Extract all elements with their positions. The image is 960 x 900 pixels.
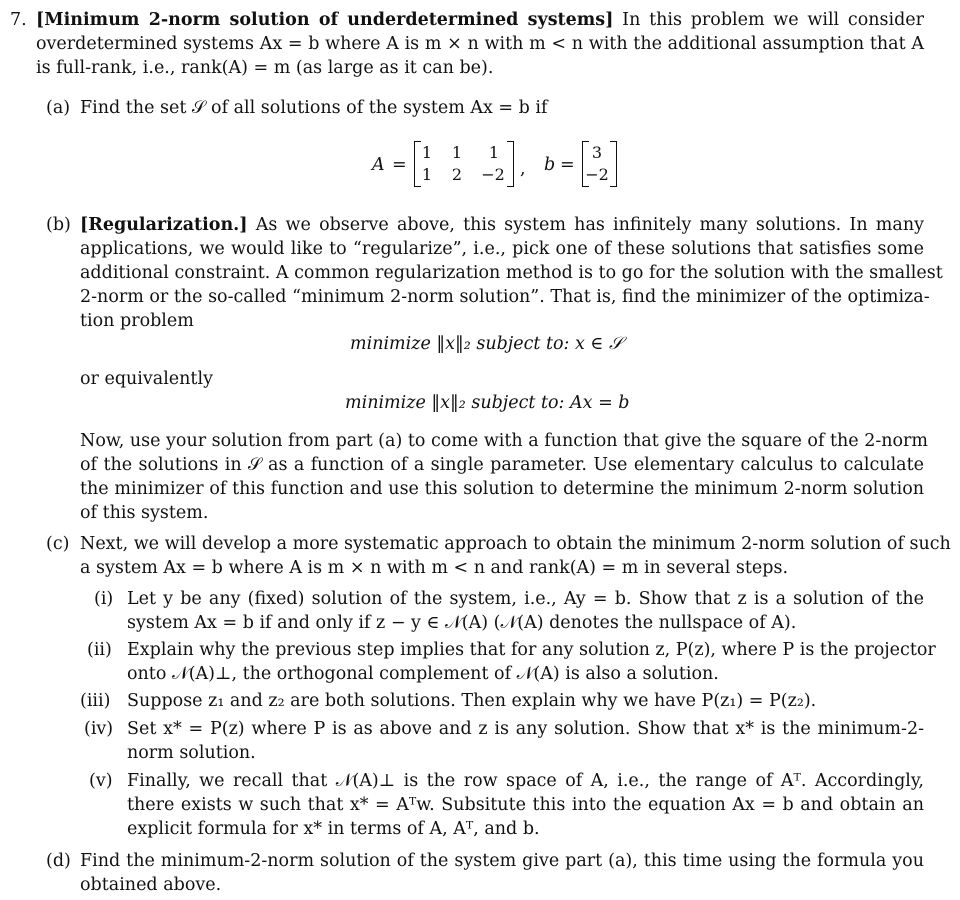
part-a-text: Find the set 𝒮 of all solutions of the system Ax = b if	[80, 98, 548, 118]
part-b-line-5: tion problem	[80, 311, 194, 331]
subitem-line: norm solution.	[127, 743, 256, 763]
matrix-a-cell: 1	[421, 165, 433, 184]
part-d-label: (d)	[46, 851, 71, 871]
part-b-line-2: applications, we would like to “regularize”, i.e., pick one of these solutions that satisfies some	[80, 239, 924, 259]
subitem-label: (ii)	[87, 640, 112, 660]
or-equivalently: or equivalently	[80, 369, 213, 389]
subitem-label: (iv)	[84, 719, 114, 739]
optimization-problem-1: minimize ‖x‖₂ subject to: x ∈ 𝒮	[350, 334, 623, 354]
problem-title-line	[36, 10, 924, 30]
subitem-line: Explain why the previous step implies that for any solution z, P(z), where P is the projector	[127, 640, 936, 660]
problem-intro-1: In this problem we will consider	[622, 10, 924, 30]
part-b-line-4: 2-norm or the so-called “minimum 2-norm solution”. That is, find the minimizer of the optimiza-	[80, 287, 930, 307]
subitem-label: (iii)	[80, 691, 111, 711]
subitem-label: (v)	[89, 771, 113, 791]
part-b-text-1: As we observe above, this system has infinitely many solutions. In many	[255, 215, 924, 235]
part-b-para-3: the minimizer of this function and use this solution to determine the minimum 2-norm solution	[80, 479, 924, 499]
subitem-line: system Ax = b if and only if z − y ∈ 𝒩(A) (𝒩(A) denotes the nullspace of A).	[127, 613, 797, 633]
part-b-para-2: of the solutions in 𝒮 as a function of a single parameter. Use elementary calculus to calculate	[80, 455, 924, 475]
subitem-line: explicit formula for x* in terms of A, Aᵀ, and b.	[127, 819, 540, 839]
vector-b-cell: 3	[591, 143, 603, 162]
part-b-para-1: Now, use your solution from part (a) to come with a function that give the square of the 2-norm	[80, 431, 929, 451]
matrix-a-name: A	[372, 155, 385, 175]
problem-intro-2: overdetermined systems Ax = b where A is m × n with m < n with the additional assumption that A	[36, 34, 924, 54]
matrix-a-cell: −2	[481, 165, 505, 184]
vector-b-name: b	[544, 155, 556, 175]
vector-b-equals: =	[560, 155, 575, 175]
problem-title: [Minimum 2-norm solution of underdetermined systems]	[36, 10, 614, 30]
matrix-a-cell: 1	[488, 143, 500, 162]
optimization-problem-2: minimize ‖x‖₂ subject to: Ax = b	[345, 393, 630, 413]
subitem-line: Set x* = P(z) where P is as above and z is any solution. Show that x* is the minimum-2-	[127, 719, 924, 739]
matrix-a-cell: 1	[451, 143, 463, 162]
subitem-line: there exists w such that x* = Aᵀw. Subsitute this into the equation Ax = b and obtain an	[127, 795, 924, 815]
problem-intro-3: is full-rank, i.e., rank(A) = m (as large as it can be).	[36, 58, 494, 78]
subitem-line: onto 𝒩(A)⊥, the orthogonal complement of 𝒩(A) is also a solution.	[127, 664, 719, 684]
matrix-equation	[372, 141, 632, 191]
subitem-line: Let y be any (fixed) solution of the system, i.e., Ay = b. Show that z is a solution of the	[127, 589, 924, 609]
part-b-line-1	[80, 215, 924, 235]
part-b-para-4: of this system.	[80, 503, 209, 523]
part-c-line-1: Next, we will develop a more systematic approach to obtain the minimum 2-norm solution of such	[80, 534, 951, 554]
part-c-line-2: a system Ax = b where A is m × n with m < n and rank(A) = m in several steps.	[80, 558, 789, 578]
matrix-a-right-bracket	[507, 141, 514, 187]
problem-number: 7.	[10, 10, 27, 30]
vector-b-cell: −2	[585, 165, 609, 184]
part-d-line-2: obtained above.	[80, 875, 222, 895]
subitem-label: (i)	[94, 589, 114, 609]
part-b-heading: [Regularization.]	[80, 215, 248, 235]
matrix-separator: ,	[520, 159, 526, 179]
matrix-a-cell: 2	[451, 165, 463, 184]
part-d-line-1: Find the minimum-2-norm solution of the system give part (a), this time using the formula you	[80, 851, 924, 871]
part-b-label: (b)	[46, 215, 71, 235]
part-b-line-3: additional constraint. A common regularization method is to go for the solution with the smallest	[80, 263, 943, 283]
part-a-label: (a)	[46, 98, 71, 118]
subitem-line: Finally, we recall that 𝒩(A)⊥ is the row space of A, i.e., the range of Aᵀ. Accordingly,	[127, 771, 924, 791]
matrix-a-equals: =	[392, 155, 407, 175]
subitem-line: Suppose z₁ and z₂ are both solutions. Then explain why we have P(z₁) = P(z₂).	[127, 691, 817, 711]
matrix-a-cell: 1	[421, 143, 433, 162]
part-c-label: (c)	[46, 534, 70, 554]
vector-b-right-bracket	[610, 141, 617, 187]
